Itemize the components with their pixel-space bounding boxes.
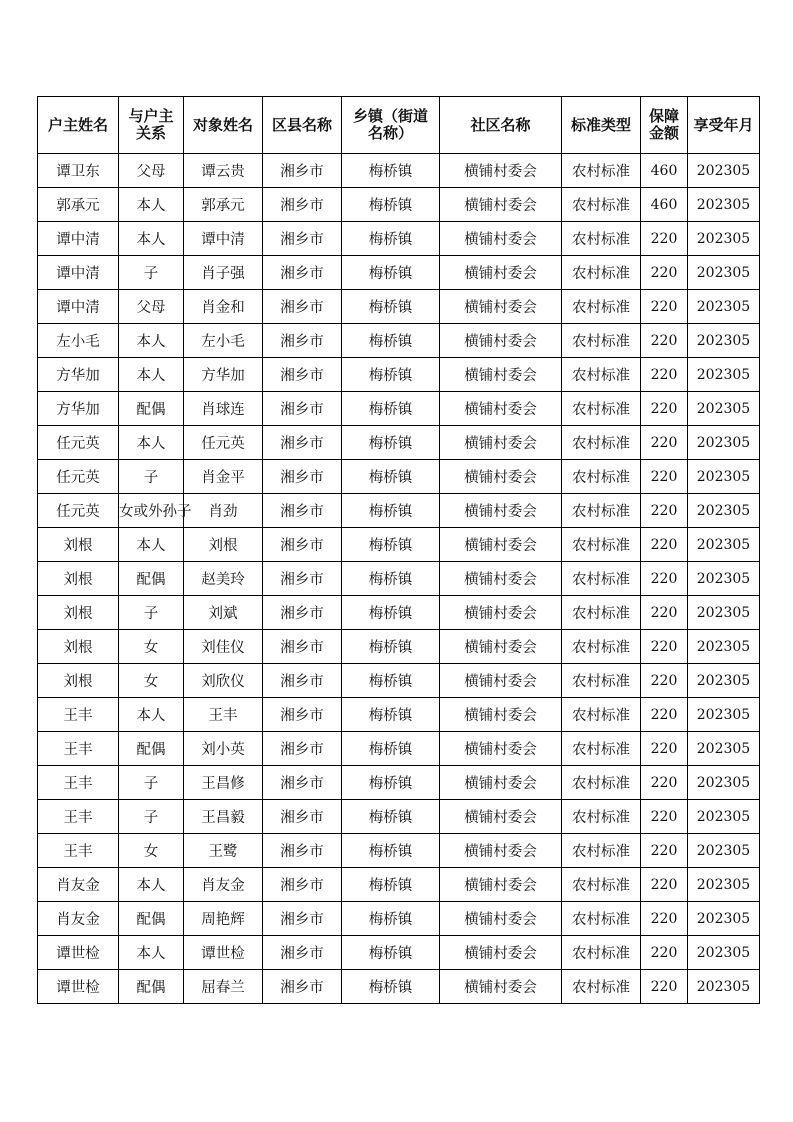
cell-relation: 子 [119,256,184,290]
cell-relation: 本人 [119,528,184,562]
cell-community: 横铺村委会 [440,528,562,562]
cell-household-head: 方华加 [38,392,119,426]
cell-county: 湘乡市 [263,970,342,1004]
cell-county: 湘乡市 [263,426,342,460]
cell-recipient-name: 肖金和 [184,290,263,324]
cell-township: 梅桥镇 [342,290,440,324]
cell-community: 横铺村委会 [440,664,562,698]
cell-recipient-name: 谭世检 [184,936,263,970]
header-month: 享受年月 [688,97,760,154]
cell-amount: 220 [641,596,688,630]
cell-community: 横铺村委会 [440,426,562,460]
cell-county: 湘乡市 [263,766,342,800]
table-row [38,698,760,732]
cell-household-head: 刘根 [38,562,119,596]
cell-county: 湘乡市 [263,324,342,358]
cell-community: 横铺村委会 [440,732,562,766]
cell-recipient-name: 肖友金 [184,868,263,902]
cell-month: 202305 [688,358,760,392]
table-row [38,902,760,936]
cell-township: 梅桥镇 [342,834,440,868]
cell-township: 梅桥镇 [342,528,440,562]
cell-township: 梅桥镇 [342,800,440,834]
cell-recipient-name: 刘根 [184,528,263,562]
cell-month: 202305 [688,902,760,936]
cell-month: 202305 [688,698,760,732]
cell-recipient-name: 刘佳仪 [184,630,263,664]
header-township: 乡镇（街道 名称） [342,97,440,154]
cell-household-head: 刘根 [38,596,119,630]
table-row [38,630,760,664]
cell-standard-type: 农村标准 [562,664,641,698]
cell-relation: 女 [119,630,184,664]
cell-community: 横铺村委会 [440,800,562,834]
cell-recipient-name: 方华加 [184,358,263,392]
cell-community: 横铺村委会 [440,970,562,1004]
header-community: 社区名称 [440,97,562,154]
cell-township: 梅桥镇 [342,188,440,222]
cell-household-head: 王丰 [38,834,119,868]
cell-standard-type: 农村标准 [562,426,641,460]
cell-recipient-name: 肖金平 [184,460,263,494]
cell-household-head: 王丰 [38,766,119,800]
table-row [38,834,760,868]
cell-community: 横铺村委会 [440,494,562,528]
table-row [38,596,760,630]
table-row [38,936,760,970]
cell-community: 横铺村委会 [440,460,562,494]
table-row [38,154,760,188]
cell-recipient-name: 肖子强 [184,256,263,290]
cell-amount: 220 [641,766,688,800]
cell-county: 湘乡市 [263,222,342,256]
cell-amount: 220 [641,562,688,596]
cell-recipient-name: 周艳辉 [184,902,263,936]
cell-household-head: 任元英 [38,460,119,494]
cell-community: 横铺村委会 [440,154,562,188]
cell-amount: 220 [641,936,688,970]
cell-county: 湘乡市 [263,732,342,766]
header-relation: 与户主 关系 [119,97,184,154]
cell-township: 梅桥镇 [342,426,440,460]
cell-community: 横铺村委会 [440,630,562,664]
cell-month: 202305 [688,630,760,664]
cell-county: 湘乡市 [263,188,342,222]
cell-standard-type: 农村标准 [562,732,641,766]
cell-household-head: 左小毛 [38,324,119,358]
cell-township: 梅桥镇 [342,154,440,188]
cell-amount: 460 [641,188,688,222]
cell-recipient-name: 谭云贵 [184,154,263,188]
cell-township: 梅桥镇 [342,902,440,936]
cell-month: 202305 [688,970,760,1004]
cell-household-head: 王丰 [38,732,119,766]
header-recipient-name: 对象姓名 [184,97,263,154]
cell-relation: 本人 [119,222,184,256]
cell-household-head: 谭中清 [38,256,119,290]
cell-standard-type: 农村标准 [562,392,641,426]
cell-community: 横铺村委会 [440,324,562,358]
cell-standard-type: 农村标准 [562,562,641,596]
cell-recipient-name: 郭承元 [184,188,263,222]
header-county: 区县名称 [263,97,342,154]
cell-township: 梅桥镇 [342,256,440,290]
cell-recipient-name: 王昌修 [184,766,263,800]
cell-standard-type: 农村标准 [562,936,641,970]
cell-relation: 子 [119,800,184,834]
cell-relation: 子 [119,460,184,494]
cell-county: 湘乡市 [263,460,342,494]
cell-month: 202305 [688,290,760,324]
cell-county: 湘乡市 [263,528,342,562]
cell-relation: 本人 [119,936,184,970]
cell-township: 梅桥镇 [342,970,440,1004]
cell-relation: 子 [119,766,184,800]
table-row [38,222,760,256]
cell-month: 202305 [688,596,760,630]
cell-standard-type: 农村标准 [562,494,641,528]
cell-relation: 配偶 [119,902,184,936]
cell-recipient-name: 王丰 [184,698,263,732]
cell-community: 横铺村委会 [440,834,562,868]
cell-household-head: 谭卫东 [38,154,119,188]
cell-standard-type: 农村标准 [562,630,641,664]
cell-month: 202305 [688,834,760,868]
cell-recipient-name: 刘欣仪 [184,664,263,698]
cell-standard-type: 农村标准 [562,834,641,868]
table-row [38,426,760,460]
cell-standard-type: 农村标准 [562,154,641,188]
cell-county: 湘乡市 [263,630,342,664]
cell-county: 湘乡市 [263,834,342,868]
cell-amount: 220 [641,358,688,392]
cell-amount: 220 [641,664,688,698]
cell-relation: 父母 [119,290,184,324]
cell-household-head: 谭中清 [38,222,119,256]
cell-recipient-name: 刘斌 [184,596,263,630]
cell-county: 湘乡市 [263,698,342,732]
cell-household-head: 谭中清 [38,290,119,324]
cell-standard-type: 农村标准 [562,222,641,256]
cell-recipient-name: 刘小英 [184,732,263,766]
cell-month: 202305 [688,154,760,188]
cell-standard-type: 农村标准 [562,358,641,392]
cell-standard-type: 农村标准 [562,528,641,562]
table-row [38,868,760,902]
cell-amount: 460 [641,154,688,188]
cell-relation: 子 [119,596,184,630]
cell-standard-type: 农村标准 [562,460,641,494]
cell-relation: 女 [119,664,184,698]
cell-household-head: 方华加 [38,358,119,392]
cell-household-head: 刘根 [38,664,119,698]
cell-community: 横铺村委会 [440,188,562,222]
cell-amount: 220 [641,528,688,562]
cell-township: 梅桥镇 [342,732,440,766]
cell-recipient-name: 肖球连 [184,392,263,426]
table-body [38,154,760,1004]
cell-community: 横铺村委会 [440,562,562,596]
cell-amount: 220 [641,324,688,358]
cell-county: 湘乡市 [263,562,342,596]
cell-county: 湘乡市 [263,290,342,324]
cell-relation: 父母 [119,154,184,188]
cell-county: 湘乡市 [263,494,342,528]
cell-household-head: 肖友金 [38,902,119,936]
table-row [38,256,760,290]
cell-township: 梅桥镇 [342,222,440,256]
cell-month: 202305 [688,766,760,800]
cell-month: 202305 [688,494,760,528]
cell-recipient-name: 左小毛 [184,324,263,358]
cell-community: 横铺村委会 [440,902,562,936]
cell-standard-type: 农村标准 [562,970,641,1004]
cell-amount: 220 [641,630,688,664]
table-row [38,188,760,222]
assistance-roster-table [37,96,760,1004]
cell-amount: 220 [641,970,688,1004]
cell-household-head: 任元英 [38,426,119,460]
cell-month: 202305 [688,732,760,766]
cell-relation: 女或外孙子 [119,494,184,528]
cell-township: 梅桥镇 [342,868,440,902]
cell-county: 湘乡市 [263,800,342,834]
cell-township: 梅桥镇 [342,562,440,596]
cell-amount: 220 [641,290,688,324]
header-amount: 保障 金额 [641,97,688,154]
cell-county: 湘乡市 [263,358,342,392]
cell-month: 202305 [688,256,760,290]
cell-month: 202305 [688,664,760,698]
table-row [38,290,760,324]
cell-amount: 220 [641,222,688,256]
cell-township: 梅桥镇 [342,392,440,426]
cell-household-head: 谭世检 [38,936,119,970]
cell-township: 梅桥镇 [342,698,440,732]
cell-community: 横铺村委会 [440,936,562,970]
header-standard-type: 标准类型 [562,97,641,154]
cell-county: 湘乡市 [263,154,342,188]
cell-month: 202305 [688,562,760,596]
cell-township: 梅桥镇 [342,664,440,698]
table-row [38,460,760,494]
table-row [38,664,760,698]
cell-month: 202305 [688,528,760,562]
cell-relation: 配偶 [119,392,184,426]
cell-standard-type: 农村标准 [562,188,641,222]
cell-recipient-name: 肖劲 [184,494,263,528]
cell-county: 湘乡市 [263,392,342,426]
cell-community: 横铺村委会 [440,766,562,800]
cell-amount: 220 [641,494,688,528]
table-row [38,800,760,834]
cell-community: 横铺村委会 [440,698,562,732]
cell-county: 湘乡市 [263,902,342,936]
header-household-head: 户主姓名 [38,97,119,154]
cell-standard-type: 农村标准 [562,256,641,290]
cell-township: 梅桥镇 [342,460,440,494]
cell-household-head: 刘根 [38,528,119,562]
cell-standard-type: 农村标准 [562,766,641,800]
cell-month: 202305 [688,936,760,970]
cell-recipient-name: 谭中清 [184,222,263,256]
cell-relation: 本人 [119,698,184,732]
table-row [38,494,760,528]
cell-county: 湘乡市 [263,664,342,698]
cell-standard-type: 农村标准 [562,698,641,732]
cell-recipient-name: 王鹭 [184,834,263,868]
cell-relation: 本人 [119,324,184,358]
table-row [38,732,760,766]
cell-household-head: 谭世检 [38,970,119,1004]
cell-relation: 女 [119,834,184,868]
cell-amount: 220 [641,698,688,732]
cell-standard-type: 农村标准 [562,290,641,324]
table-row [38,970,760,1004]
cell-amount: 220 [641,426,688,460]
cell-community: 横铺村委会 [440,358,562,392]
cell-township: 梅桥镇 [342,596,440,630]
cell-township: 梅桥镇 [342,358,440,392]
cell-relation: 本人 [119,868,184,902]
cell-amount: 220 [641,256,688,290]
cell-amount: 220 [641,460,688,494]
cell-amount: 220 [641,732,688,766]
cell-community: 横铺村委会 [440,290,562,324]
cell-relation: 本人 [119,358,184,392]
cell-relation: 配偶 [119,970,184,1004]
cell-relation: 配偶 [119,562,184,596]
cell-county: 湘乡市 [263,596,342,630]
cell-standard-type: 农村标准 [562,324,641,358]
cell-township: 梅桥镇 [342,494,440,528]
cell-amount: 220 [641,834,688,868]
table-row [38,358,760,392]
table-row [38,562,760,596]
cell-household-head: 肖友金 [38,868,119,902]
cell-month: 202305 [688,188,760,222]
cell-recipient-name: 屈春兰 [184,970,263,1004]
cell-relation: 本人 [119,426,184,460]
cell-month: 202305 [688,392,760,426]
cell-amount: 220 [641,868,688,902]
cell-standard-type: 农村标准 [562,868,641,902]
cell-community: 横铺村委会 [440,868,562,902]
cell-month: 202305 [688,460,760,494]
cell-township: 梅桥镇 [342,936,440,970]
cell-township: 梅桥镇 [342,324,440,358]
cell-relation: 配偶 [119,732,184,766]
cell-county: 湘乡市 [263,868,342,902]
table-row [38,766,760,800]
cell-community: 横铺村委会 [440,222,562,256]
cell-township: 梅桥镇 [342,766,440,800]
table-row [38,392,760,426]
cell-household-head: 郭承元 [38,188,119,222]
cell-month: 202305 [688,324,760,358]
cell-month: 202305 [688,222,760,256]
cell-relation: 本人 [119,188,184,222]
cell-household-head: 王丰 [38,698,119,732]
table-row [38,528,760,562]
cell-community: 横铺村委会 [440,256,562,290]
cell-amount: 220 [641,392,688,426]
header-row [38,97,760,154]
cell-month: 202305 [688,426,760,460]
cell-township: 梅桥镇 [342,630,440,664]
cell-community: 横铺村委会 [440,392,562,426]
cell-standard-type: 农村标准 [562,800,641,834]
cell-community: 横铺村委会 [440,596,562,630]
cell-amount: 220 [641,902,688,936]
cell-household-head: 王丰 [38,800,119,834]
cell-month: 202305 [688,800,760,834]
cell-county: 湘乡市 [263,256,342,290]
cell-household-head: 刘根 [38,630,119,664]
cell-standard-type: 农村标准 [562,596,641,630]
cell-household-head: 任元英 [38,494,119,528]
cell-recipient-name: 赵美玲 [184,562,263,596]
cell-standard-type: 农村标准 [562,902,641,936]
cell-amount: 220 [641,800,688,834]
table-row [38,324,760,358]
cell-recipient-name: 任元英 [184,426,263,460]
cell-month: 202305 [688,868,760,902]
cell-county: 湘乡市 [263,936,342,970]
cell-recipient-name: 王昌毅 [184,800,263,834]
